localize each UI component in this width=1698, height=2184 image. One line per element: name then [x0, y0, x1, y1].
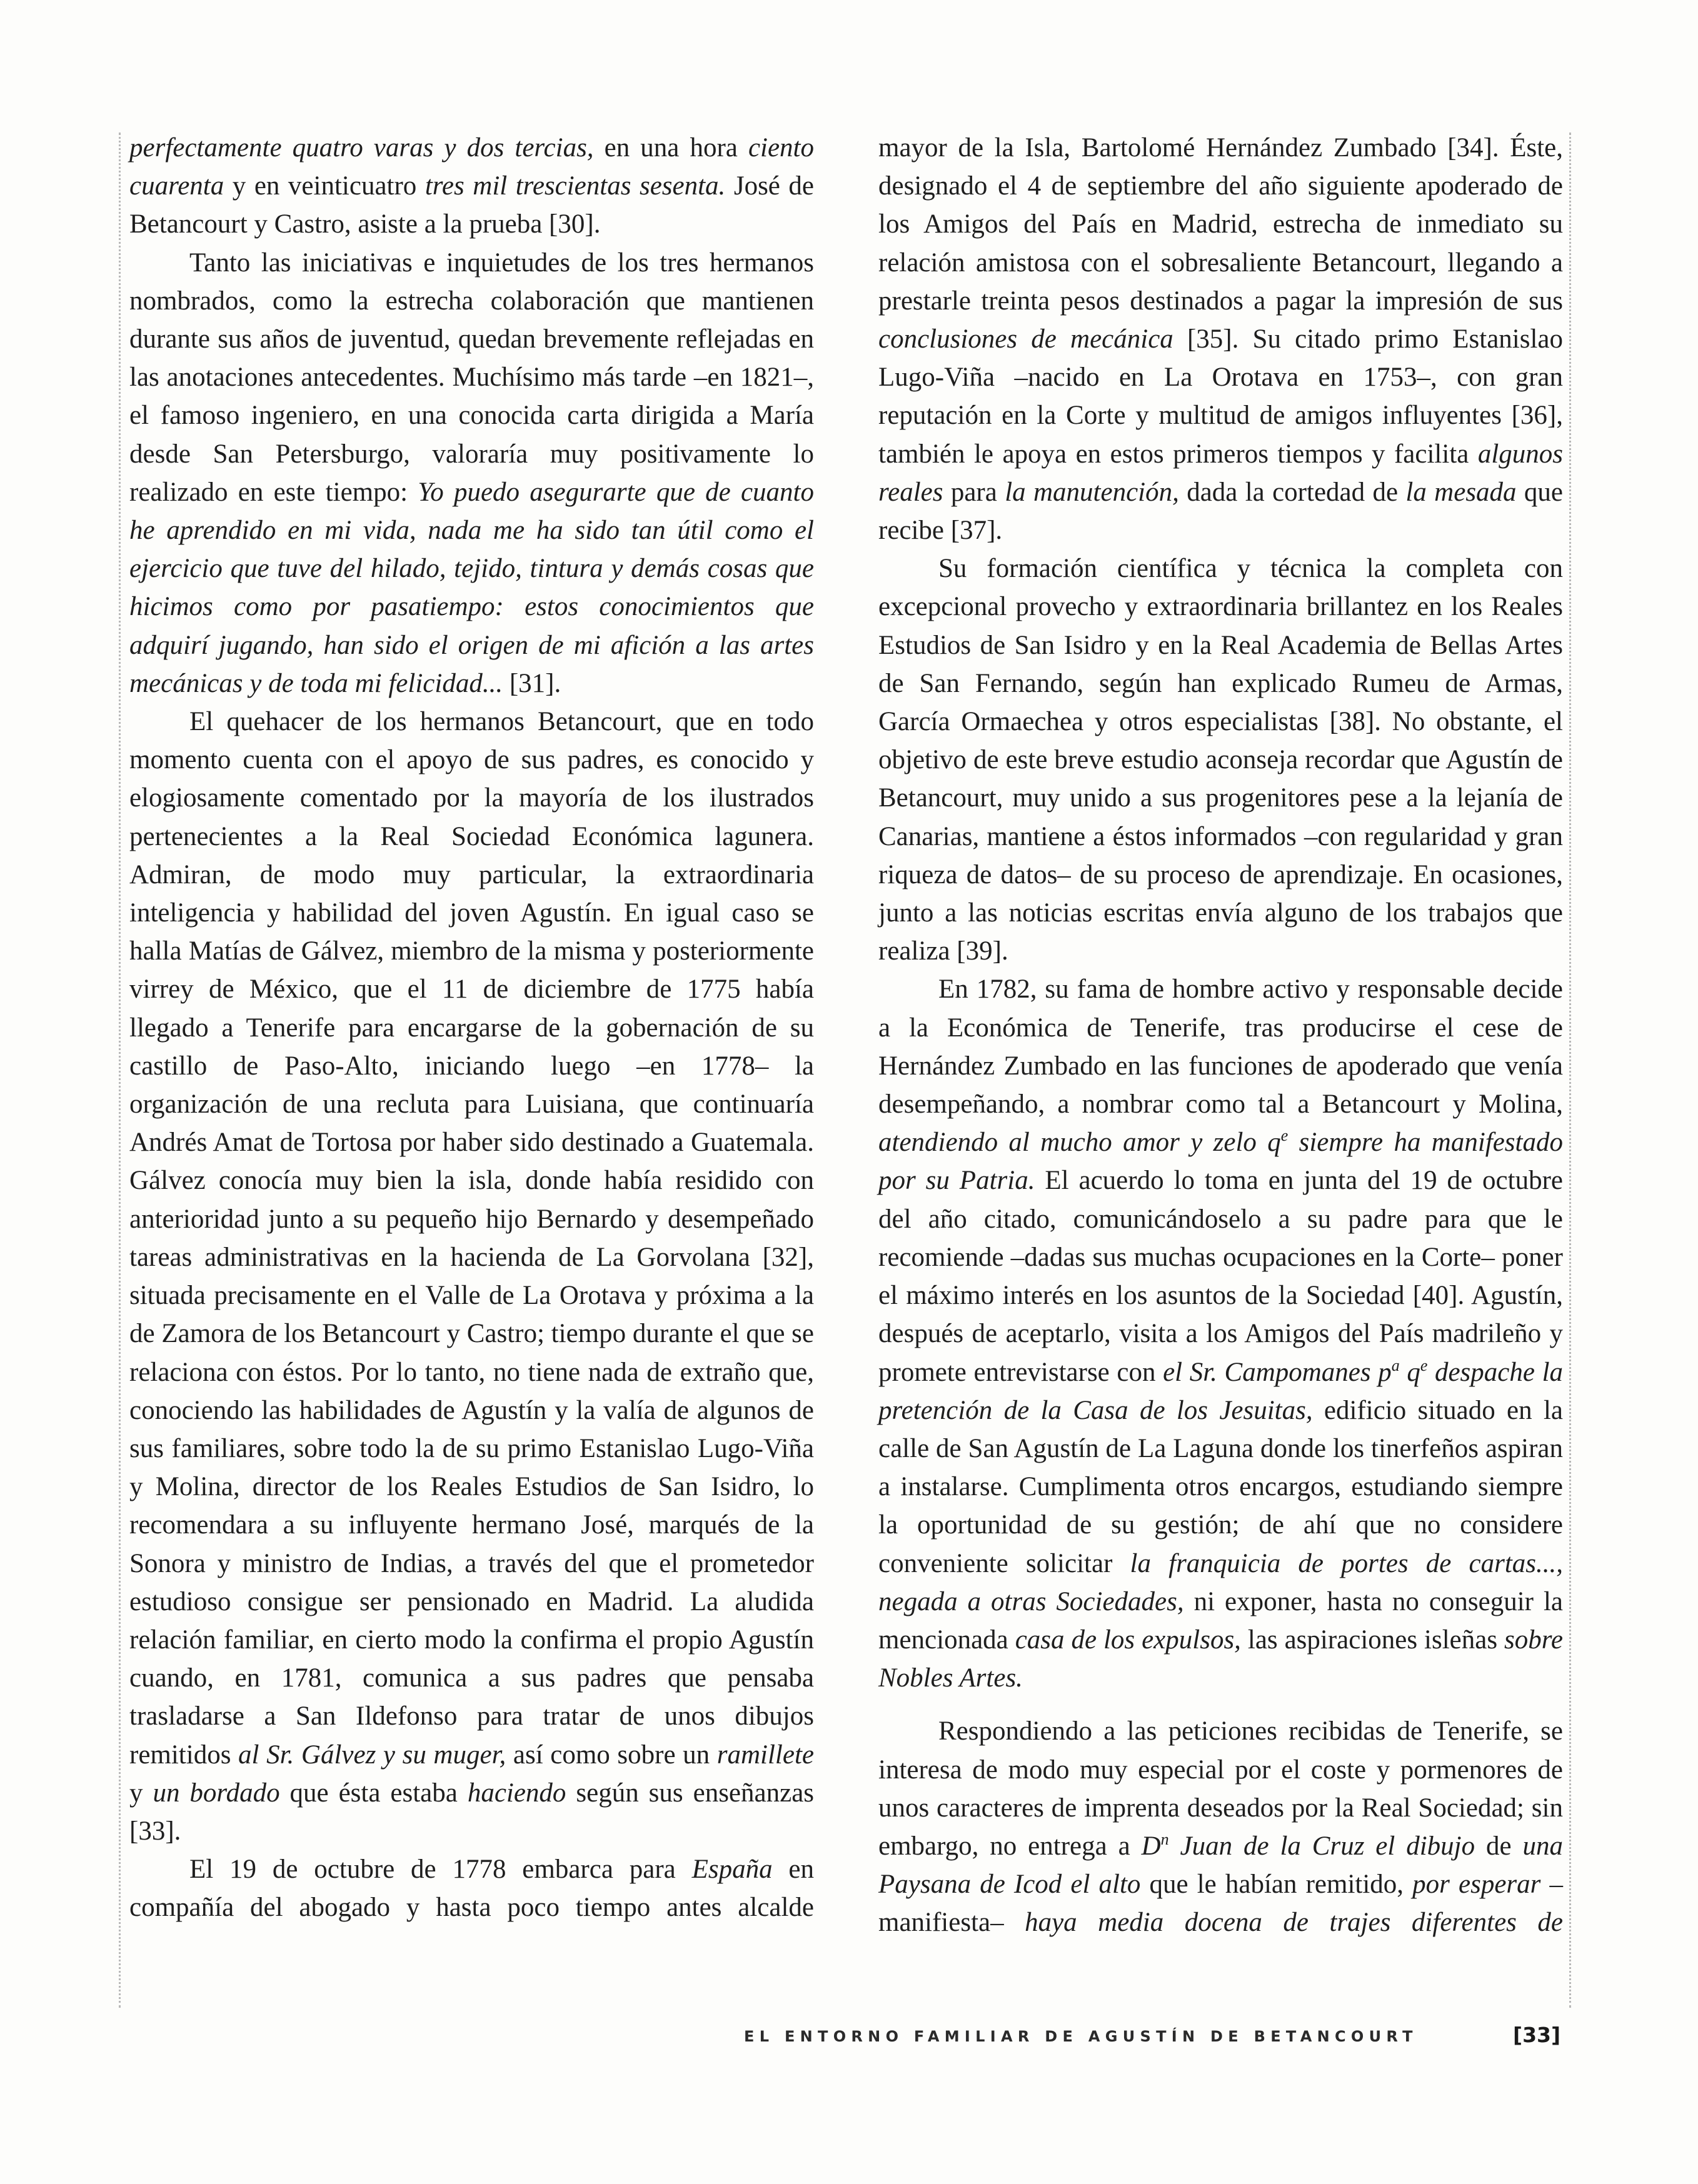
paragraph: Tanto las iniciativas e inquietudes de los tres hermanos nombrados, como la estrecha colaboración que mantienen durante sus años de juventud, quedan brevemente reflejadas en las anotaciones antecedentes. Muchísimo más tarde –en 1821–, el famoso ingeniero, en una conocida carta dirigida a María desde San Petersburgo, valoraría muy positivamente lo realizado en este tiempo: Yo puedo asegurarte que de cuanto he aprendido en mi vida, nada me ha sido tan útil como el ejercicio que tuve del hilado, tejido, tintura y demás cosas que hicimos como por pasatiempo: estos conocimientos que adquirí jugando, han sido el origen de mi afición a las artes mecánicas y de toda mi felicidad... [31].	[129, 248, 814, 698]
right-column	[878, 129, 1563, 1942]
left-margin-rule	[119, 133, 121, 2008]
page-number: [33]	[1513, 2023, 1561, 2047]
paragraph: Respondiendo a las peticiones recibidas de Tenerife, se interesa de modo muy especial por el coste y pormenores de unos caracteres de imprenta deseados por la Real Sociedad; sin embargo, no entrega a $D^n$ Juan de la Cruz el dibujo de una Paysana de Icod el alto que le habían remitido, por esperar –manifiesta– haya media docena de trajes diferentes de	[878, 1716, 1563, 1938]
paragraph: El 19 de octubre de 1778 embarca para España en compañía del abogado y hasta poco tiempo antes alcalde	[129, 1855, 814, 1923]
paragraph: En 1782, su fama de hombre activo y responsable decide a la Económica de Tenerife, tras producirse el cese de Hernández Zumbado en las funciones de apoderado que venía desempeñando, a nombrar como tal a Betancourt y Molina, atendiendo al mucho amor y zelo $q^e$ siempre ha manifestado por su Patria. El acuerdo lo toma en junta del 19 de octubre del año citado, comunicándoselo a su padre para que le recomiende –dadas sus muchas ocupaciones en la Corte– poner el máximo interés en los asuntos de la Sociedad [40]. Agustín, después de aceptarlo, visita a los Amigos del País madrileño y promete entrevistarse con el Sr. Campomanes $p^a$ $q^e$ despache la pretención de la Casa de los Jesuitas, edificio situado en la calle de San Agustín de La Laguna donde los tinerfeños aspiran a instalarse. Cumplimenta otros encargos, estudiando siempre la oportunidad de su gestión; de ahí que no considere conveniente solicitar la franquicia de portes de cartas..., negada a otras Sociedades, ni exponer, hasta no conseguir la mencionada casa de los expulsos, las aspiraciones isleñas sobre Nobles Artes.	[878, 974, 1564, 1693]
running-title: EL ENTORNO FAMILIAR DE AGUSTÍN DE BETANCOURT	[744, 2028, 1418, 2045]
paragraph: El quehacer de los hermanos Betancourt, que en todo momento cuenta con el apoyo de sus padres, es conocido y elogiosamente comentado por la mayoría de los ilustrados pertenecientes a la Real Sociedad Económica lagunera. Admiran, de modo muy particular, la extraordinaria inteligencia y habilidad del joven Agustín. En igual caso se halla Matías de Gálvez, miembro de la misma y posteriormente virrey de México, que el 11 de diciembre de 1775 había llegado a Tenerife para encargarse de la gobernación de su castillo de Paso-Alto, iniciando luego –en 1778– la organización de una recluta para Luisiana, que continuaría Andrés Amat de Tortosa por haber sido destinado a Guatemala. Gálvez conocía muy bien la isla, donde había residido con anterioridad junto a su pequeño hijo Bernardo y desempeñado tareas administrativas en la hacienda de La Gorvolana [32], situada precisamente en el Valle de La Orotava y próxima a la de Zamora de los Betancourt y Castro; tiempo durante el que se relaciona con éstos. Por lo tanto, no tiene nada de extraño que, conociendo las habilidades de Agustín y la valía de algunos de sus familiares, sobre todo la de su primo Estanislao Lugo-Viña y Molina, director de los Reales Estudios de San Isidro, lo recomendara a su influyente hermano José, marqués de la Sonora y ministro de Indias, a través del que el prometedor estudioso consigue ser pensionado en Madrid. La aludida relación familiar, en cierto modo la confirma el propio Agustín cuando, en 1781, comunica a sus padres que pensaba trasladarse a San Ildefonso para tratar de unos dibujos remitidos al Sr. Gálvez y su muger, así como sobre un ramillete y un bordado que ésta estaba haciendo según sus enseñanzas [33].	[129, 707, 815, 1846]
left-column	[129, 129, 814, 1927]
right-margin-rule	[1569, 133, 1571, 2008]
paragraph: mayor de la Isla, Bartolomé Hernández Zumbado [34]. Éste, designado el 4 de septiembre del año siguiente apoderado de los Amigos del País en Madrid, estrecha de inmediato su relación amistosa con el sobresaliente Betancourt, llegando a prestarle treinta pesos destinados a pagar la impresión de sus conclusiones de mecánica [35]. Su citado primo Estanislao Lugo-Viña –nacido en La Orotava en 1753–, con gran reputación en la Corte y multitud de amigos influyentes [36], también le apoya en estos primeros tiempos y facilita algunos reales para la manutención, dada la cortedad de la mesada que recibe [37].	[878, 133, 1563, 546]
paragraph: perfectamente quatro varas y dos tercias, en una hora ciento cuarenta y en veinticuatro tres mil trescientas sesenta. José de Betancourt y Castro, asiste a la prueba [30].	[129, 133, 815, 239]
paragraph: Su formación científica y técnica la completa con excepcional provecho y extraordinaria brillantez en los Reales Estudios de San Isidro y en la Real Academia de Bellas Artes de San Fernando, según han explicado Rumeu de Armas, García Ormaechea y otros especialistas [38]. No obstante, el objetivo de este breve estudio aconseja recordar que Agustín de Betancourt, muy unido a sus progenitores pese a la lejanía de Canarias, mantiene a éstos informados –con regularidad y gran riqueza de datos– de su proceso de aprendizaje. En ocasiones, junto a las noticias escritas envía alguno de los trabajos que realiza [39].	[878, 554, 1563, 966]
